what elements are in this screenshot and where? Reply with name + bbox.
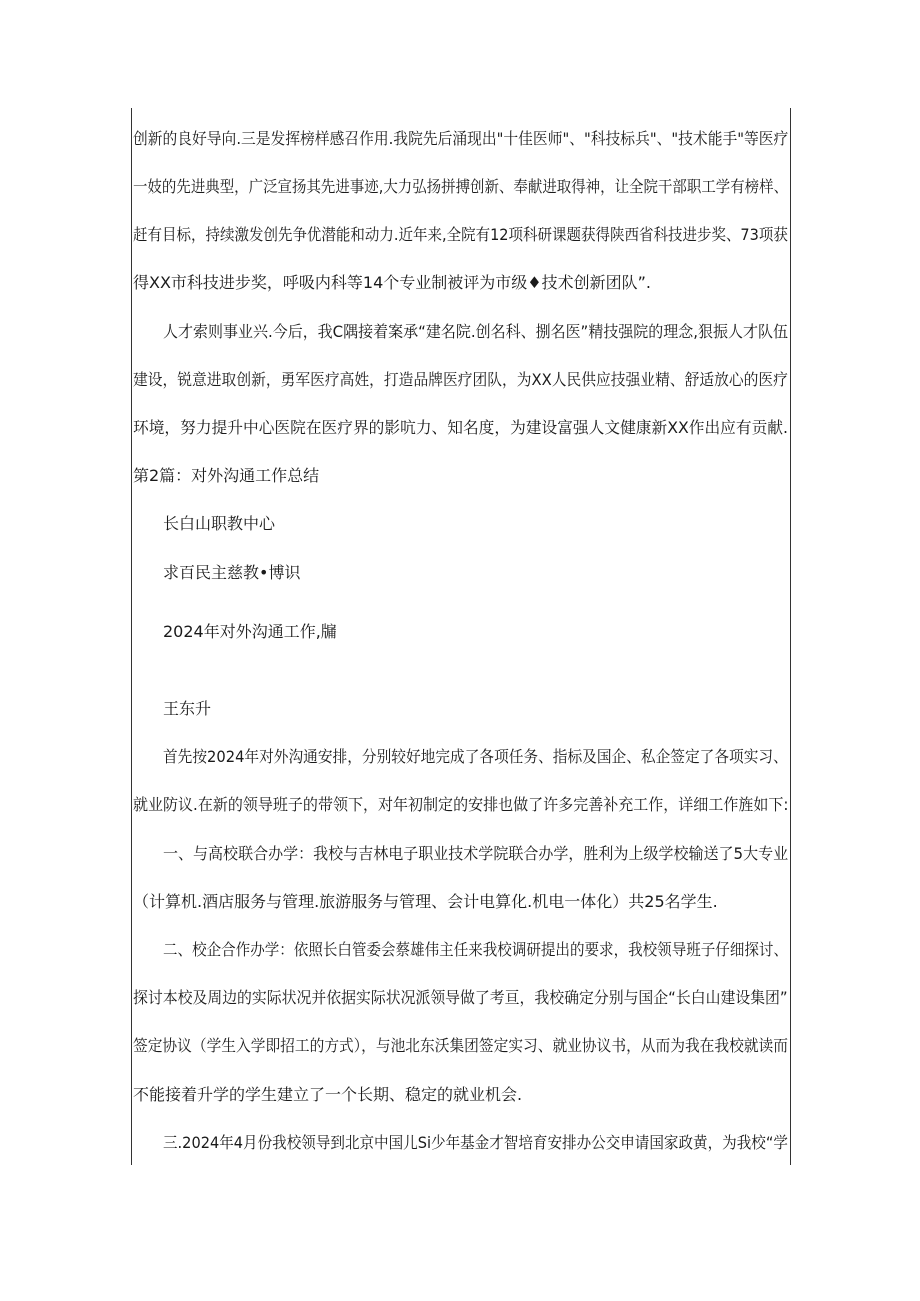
- paragraph-line: 人才索则事业兴.今后，我C隅接着案承“建名院.创名科、捌名医”精技强院的理念,狠振人才队伍: [163, 322, 788, 341]
- paragraph-line: 签定协议（学生入学即招工的方式），与池北东沃集团签定实习、就业协议书，从而为我在我校就读而: [133, 1036, 788, 1055]
- paragraph-line: 创新的良好导向.三是发挥榜样感召作用.我院先后涌现出"十佳医师"、"科技标兵"、"技术能手"等医疗: [133, 129, 789, 148]
- paragraph-line: 首先按2024年对外沟通安排，分别较好地完成了各项任务、指标及国企、私企签定了各项实习、: [163, 747, 788, 766]
- author-name: 王东升: [163, 699, 212, 718]
- paragraph-line: 三.2024年4月份我校领导到北京中国儿Si少年基金才智培育安排办公交申请国家政黄，为我校“学: [163, 1133, 788, 1152]
- paragraph-line: 建设，锐意进取创新，勇军医疗高姓，打造品牌医疗团队，为XX人民供应技强业精、舒适放心的医疗: [133, 370, 788, 389]
- paragraph-line: 就业防议.在新的领导班子的带领下，对年初制定的安排也做了许多完善补充工作，详细工作旌如下:: [133, 795, 789, 814]
- section-heading: 第2篇：对外沟通工作总结: [133, 466, 320, 485]
- paragraph-line: 探讨本校及周边的实际状况并依据实际状况派领导做了考亘，我校确定分别与国企“长白山建设集团”: [133, 988, 788, 1007]
- paragraph-line: 环境，努力提升中心医院在医疗界的影吭力、知名度，为建设富强人文健康新XX作出应有贡献.: [133, 418, 789, 437]
- left-margin-rule: [131, 108, 132, 1165]
- paragraph-line: 得XX市科技进步奖，呼吸内科等14个专业制被评为市级♦技术创新团队”.: [133, 273, 652, 292]
- school-motto: 求百民主慈教•博识: [163, 563, 301, 582]
- paragraph-line: 赶有目标，持续激发创先争优潜能和动力.近年来,全院有12项科研课题获得陕西省科技进步奖、73项获: [133, 225, 788, 244]
- school-name: 长白山职教中心: [163, 514, 276, 533]
- paragraph-line: 一妓的先进典型，广泛宣扬其先进事迹,大力弘扬拼搏创新、奉献进取得神，让全院干部职工学有榜样、: [133, 177, 789, 196]
- paragraph-line: 一、与高校联合办学：我校与吉林电子职业技术学院联合办学，胜利为上级学校输送了5大专业: [163, 844, 789, 863]
- right-margin-rule: [790, 108, 791, 1165]
- report-title: 2024年对外沟通工作,牖: [163, 622, 337, 641]
- paragraph-line: 不能接着升学的学生建立了一个长期、稳定的就业机会.: [133, 1085, 523, 1104]
- paragraph-line: （计算机.酒店服务与管理.旅游服务与管理、会计电算化.机电一体化）共25名学生.: [133, 892, 718, 911]
- paragraph-line: 二、校企合作办学：依照长白管委会蔡雄伟主任来我校调研提出的要求，我校领导班子仔细探讨、: [163, 940, 788, 959]
